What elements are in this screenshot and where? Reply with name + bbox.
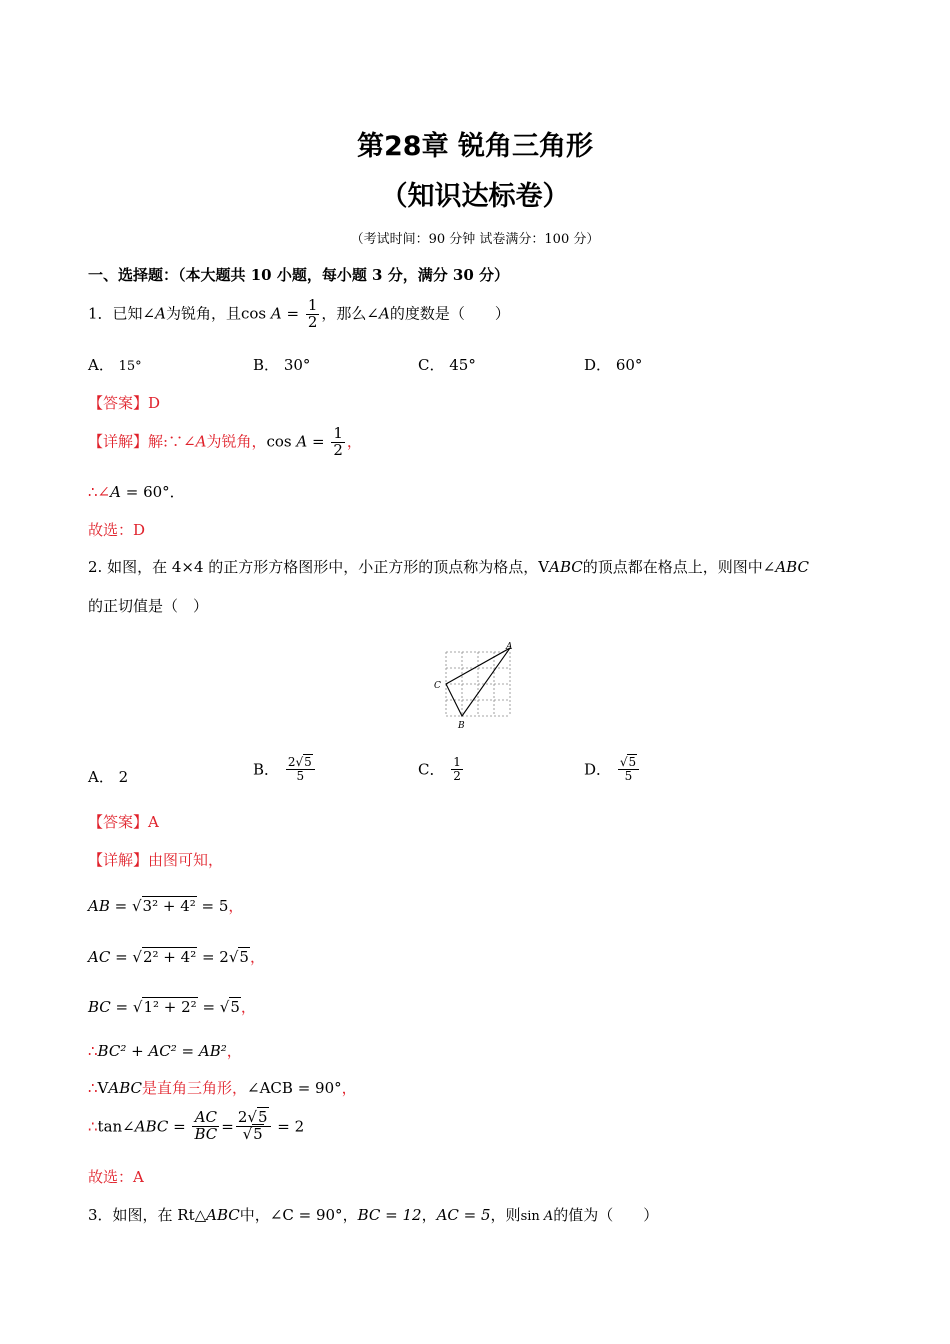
q1-option-a[interactable]: A． 15°: [88, 356, 142, 374]
q1-detail: 【详解】解:∵∠A为锐角，cos A = $\frac{1}{2}$ ，: [88, 424, 362, 459]
label-b: B: [458, 721, 465, 731]
q2-answer: 【答案】A: [88, 813, 159, 831]
section-heading: 一、选择题：（本大题共 10 小题，每小题 3 分，满分 30 分）: [88, 266, 510, 284]
page-subtitle: （知识达标卷）: [380, 181, 570, 212]
q1-option-c[interactable]: C． 45°: [418, 356, 476, 374]
q1-answer: 【答案】D: [88, 394, 161, 412]
q2-choice: 故选：A: [88, 1168, 144, 1186]
label-c: C: [434, 681, 441, 691]
q2-bc-eq: BC = √1² + 2² = √5，: [88, 998, 256, 1016]
q2-right-triangle: ∴VABC是直角三角形，∠ACB = 90°，: [88, 1079, 357, 1097]
q2-option-a[interactable]: A． 2: [88, 768, 129, 786]
q1-stem: 1．已知∠A为锐角，且cos A = $\frac{1}{2}$ ，那么∠A的度数是（ ）: [88, 296, 510, 331]
q2-stem-line1: 2. 如图，在 4×4 的正方形方格图形中，小正方形的顶点称为格点，VABC的顶点都在格点上，则图中∠ABC: [88, 558, 809, 576]
q1-option-d[interactable]: D． 60°: [584, 356, 643, 374]
page-title: 第28章 锐角三角形: [357, 131, 593, 162]
q2-ac-eq: AC = √2² + 4² = 2√5，: [88, 948, 265, 966]
q1-option-b[interactable]: B． 30°: [253, 356, 311, 374]
q2-grid-figure: [430, 640, 520, 732]
q2-option-c[interactable]: C． $\frac{1}{2}$: [418, 755, 461, 783]
exam-meta: （考试时间：90 分钟 试卷满分：100 分）: [350, 232, 600, 247]
q2-stem-line2: 的正切值是（ ）: [88, 597, 209, 615]
q2-pythagoras: ∴BC² + AC² = AB²，: [88, 1042, 242, 1060]
q2-ab-eq: AB = √3² + 4² = 5，: [88, 897, 244, 915]
q1-choice: 故选：D: [88, 521, 146, 539]
q3-stem: 3．如图，在 Rt△ABC中，∠C = 90°，BC = 12，AC = 5，则sin A的值为（ ）: [88, 1206, 659, 1224]
q2-option-b[interactable]: B． $\frac{2√5}{5}$: [253, 756, 317, 782]
q2-tan-eq: ∴tan∠ABC = $\frac{AC}{BC}$ = $\frac{2√5}{√5}$ = 2: [88, 1108, 305, 1143]
q2-option-d[interactable]: D． $\frac{√5}{5}$: [584, 756, 641, 782]
label-a: A: [506, 642, 513, 652]
q1-detail-conclusion: ∴∠A = 60°．: [88, 483, 185, 501]
q2-detail: 【详解】由图可知，: [88, 851, 224, 869]
